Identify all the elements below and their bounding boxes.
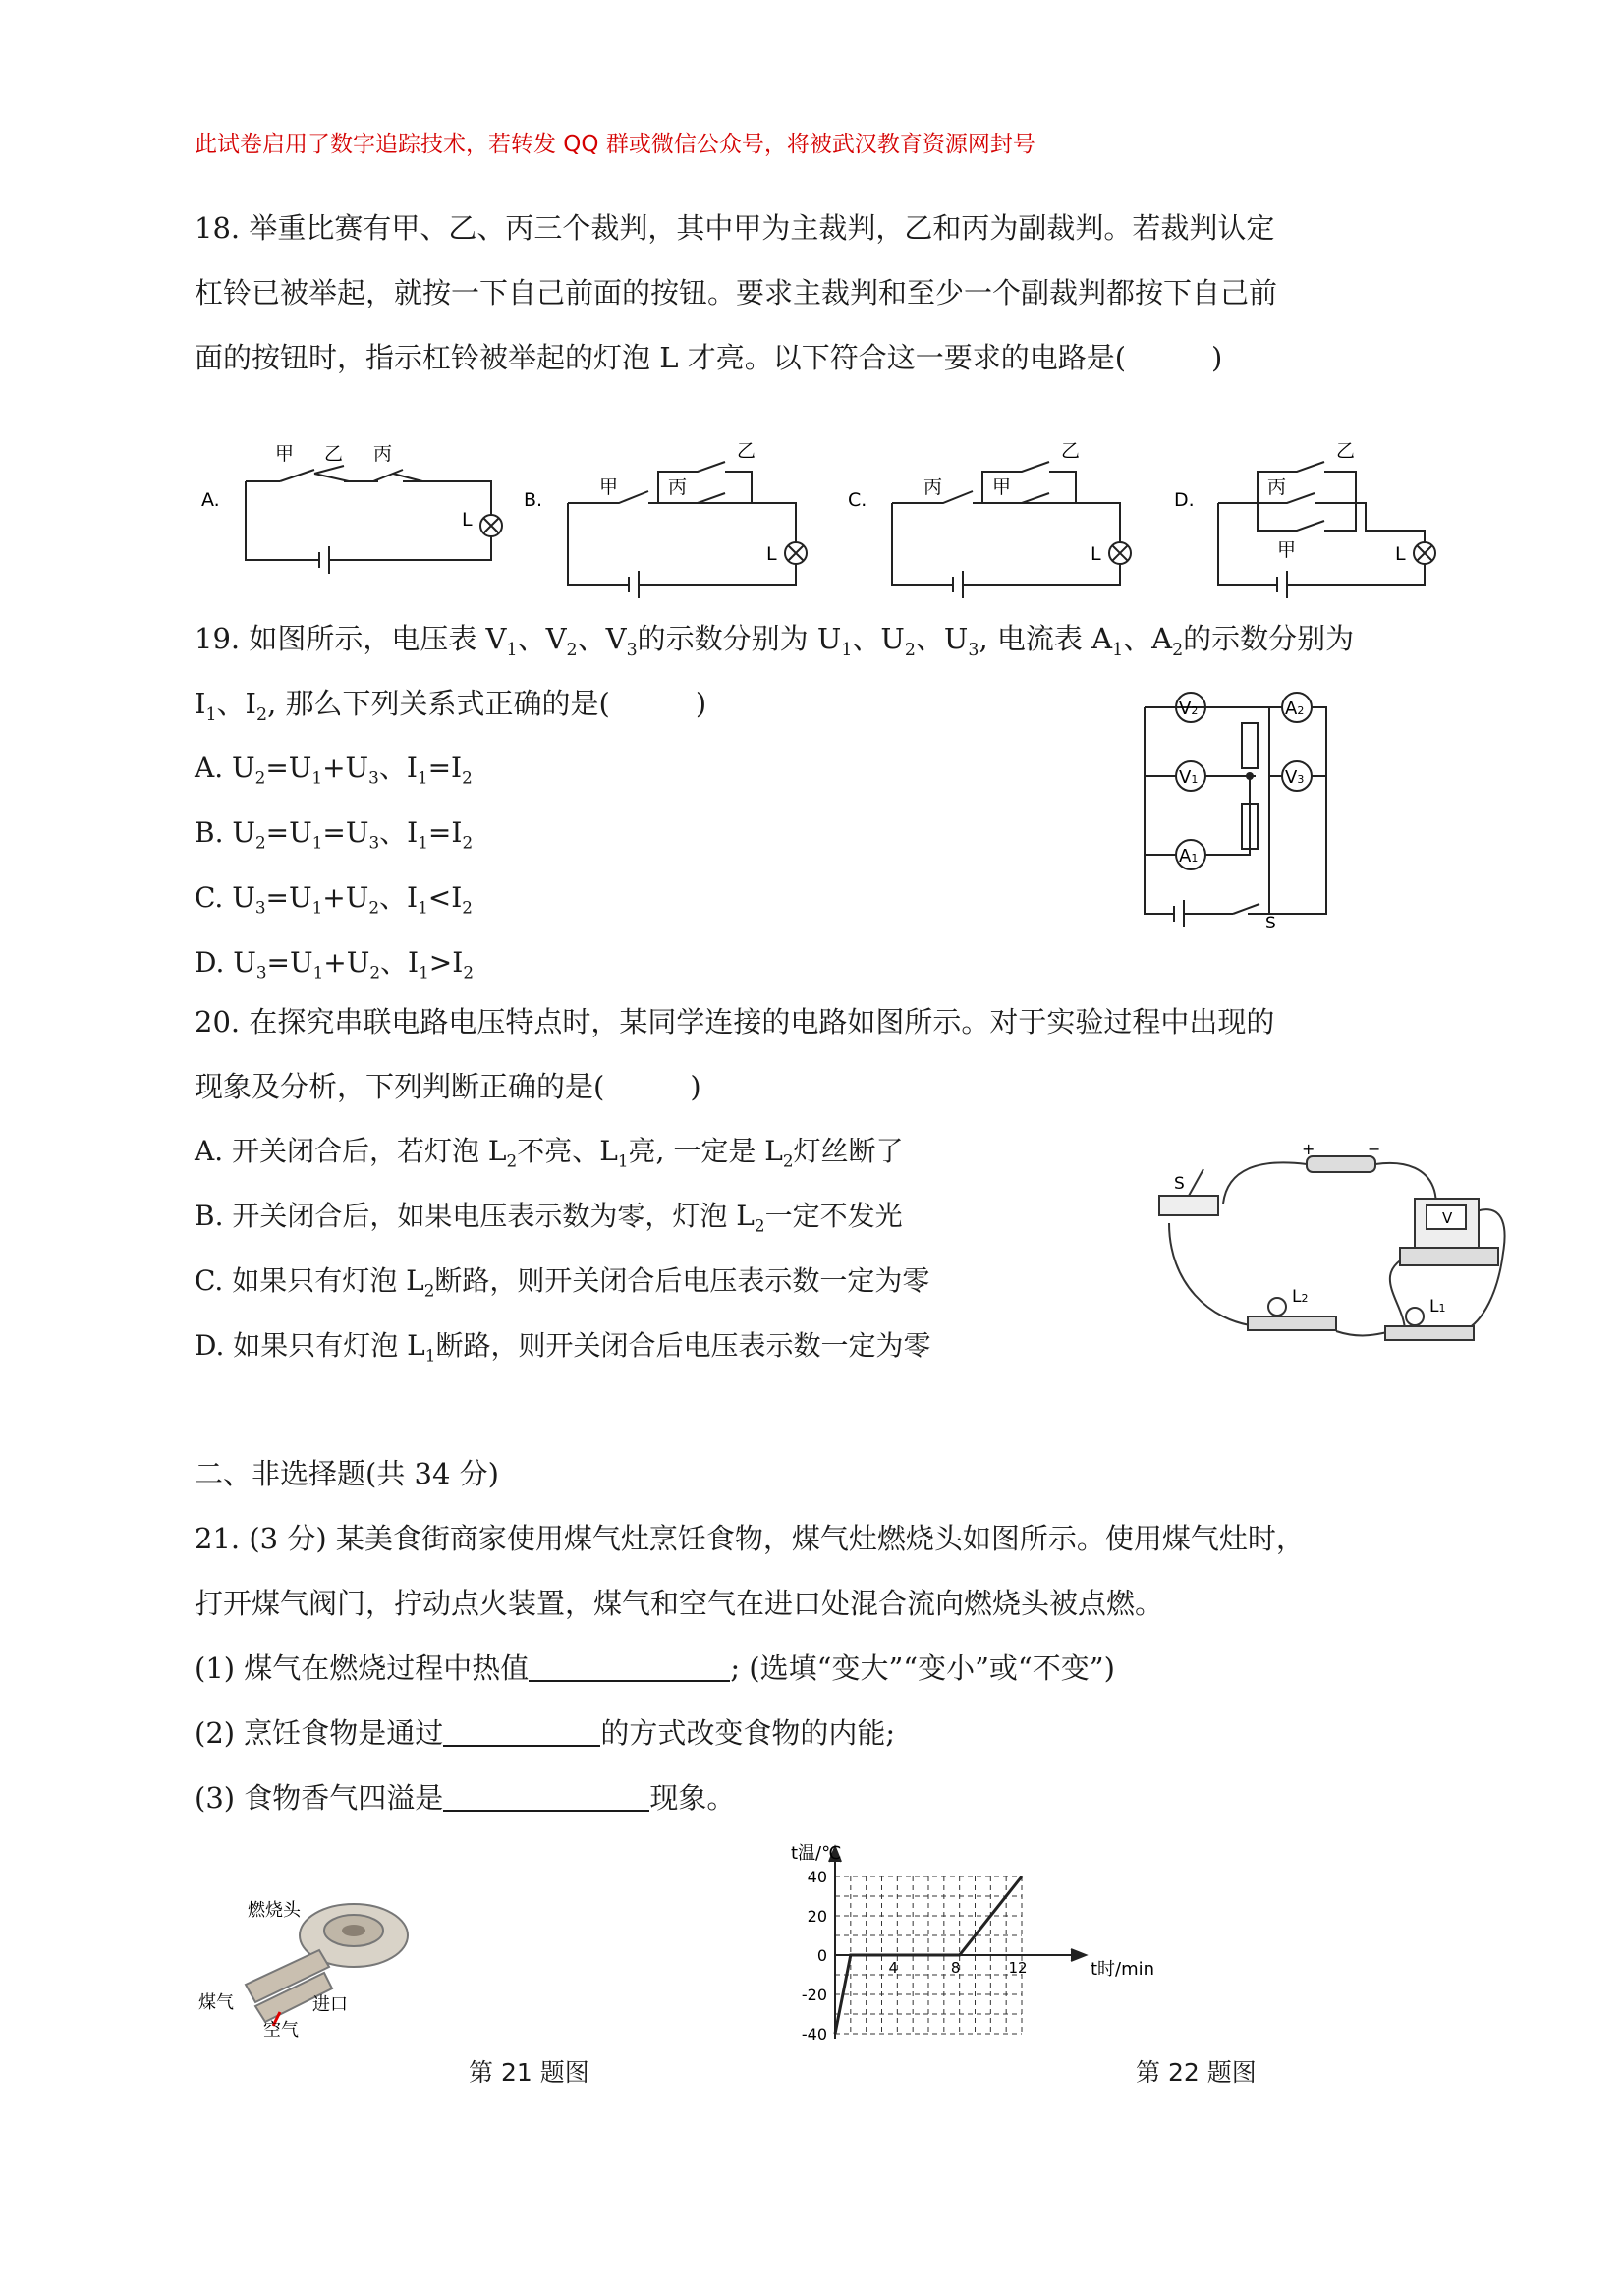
- q18-circuit-options: [187, 422, 1425, 589]
- q19-option-c: C. $U_3=U_1+U_2$、$I_1<I_2$: [195, 881, 473, 918]
- q22-y-axis-label: t温/℃: [791, 1843, 842, 1864]
- q20-switch-label: S: [1174, 1174, 1185, 1194]
- section-2-heading: 二、非选择题(共 34 分): [195, 1457, 499, 1490]
- q18-a-bing: 丙: [373, 443, 393, 465]
- q18-c-lamp: L: [1091, 543, 1101, 565]
- q20-option-d: D. 如果只有灯泡 $L_1$断路，则开关闭合后电压表示数一定为零: [195, 1329, 931, 1366]
- q20-voltmeter-label: V: [1442, 1209, 1453, 1227]
- q18-a-jia: 甲: [275, 443, 295, 465]
- q18-line-1: 18. 举重比赛有甲、乙、丙三个裁判，其中甲为主裁判，乙和丙为副裁判。若裁判认定: [195, 211, 1275, 245]
- q20-line-1: 20. 在探究串联电路电压特点时，某同学连接的电路如图所示。对于实验过程中出现的: [195, 1005, 1275, 1038]
- q20-option-b: B. 开关闭合后，如果电压表示数为零，灯泡 $L_2$一定不发光: [195, 1200, 903, 1236]
- q18-option-a-label: A.: [201, 489, 220, 511]
- q22-x-axis-label: t时/min: [1091, 1959, 1155, 1980]
- q22-caption: 第 22 题图: [1136, 2058, 1257, 2087]
- q18-c-jia: 甲: [992, 476, 1012, 498]
- q19-option-b: B. $U_2=U_1=U_3$、$I_1=I_2$: [195, 816, 474, 853]
- q18-b-yi: 乙: [737, 440, 756, 462]
- q21-answer-blank-1[interactable]: [529, 1651, 730, 1682]
- q18-b-bing: 丙: [668, 476, 688, 498]
- q22-y-tick-label: -20: [801, 1986, 827, 2004]
- q19-v1-label: V1: [1179, 767, 1199, 788]
- q19-line-1: 19. 如图所示，电压表 $V_1$、$V_2$、$V_3$的示数分别为 $U_1$、$U_2$、$U_3$, 电流表 $A_1$、$A_2$的示数分别为: [195, 622, 1355, 660]
- q22-x-arrow: [1071, 1949, 1086, 1961]
- q18-line-2: 杠铃已被举起，就按一下自己前面的按钮。要求主裁判和至少一个副裁判都按下自己前: [195, 276, 1278, 309]
- q19-option-a: A. $U_2=U_1+U_3$、$I_1=I_2$: [195, 752, 473, 788]
- q21-subq-2: (2) 烹饪食物是通过 的方式改变食物的内能;: [195, 1716, 896, 1750]
- q20-minus: −: [1368, 1140, 1381, 1158]
- q20-line-2: 现象及分析，下列判断正确的是( ): [195, 1070, 701, 1103]
- q18-b-lamp: L: [766, 543, 777, 565]
- q18-a-lamp: L: [462, 509, 473, 531]
- q22-y-tick-label: 0: [816, 1946, 827, 1965]
- q18-line-3: 面的按钮时，指示杠铃被举起的灯泡 L 才亮。以下符合这一要求的电路是( ): [195, 341, 1223, 374]
- q18-d-yi: 乙: [1336, 440, 1356, 462]
- q22-x-tick-label: 12: [1008, 1959, 1028, 1977]
- q22-x-tick-label: 8: [950, 1959, 961, 1977]
- q21-answer-blank-2[interactable]: [443, 1715, 600, 1747]
- q21-subq-1: (1) 煤气在燃烧过程中热值 ; (选填“变大”“变小”或“不变”): [195, 1652, 1115, 1685]
- q18-option-b-label: B.: [524, 489, 543, 511]
- q22-x-tick-label: 4: [888, 1959, 899, 1977]
- q21-gas-label: 煤气: [198, 1992, 234, 2013]
- q21-air-label: 空气: [263, 2020, 299, 2041]
- q18-b-jia: 甲: [599, 476, 619, 498]
- q21-caption: 第 21 题图: [469, 2058, 589, 2087]
- q20-option-a: A. 开关闭合后，若灯泡 $L_2$不亮、$L_1$亮, 一定是 $L_2$灯丝断了: [195, 1135, 904, 1171]
- q21-line-1: 21. (3 分) 某美食街商家使用煤气灶烹饪食物，煤气灶燃烧头如图所示。使用煤气灶时，: [195, 1522, 1305, 1555]
- q18-d-jia: 甲: [1277, 539, 1297, 561]
- q22-y-tick-label: 20: [807, 1907, 827, 1926]
- q19-a1-label: A1: [1179, 846, 1199, 867]
- q20-circuit-photo: [1149, 1135, 1523, 1361]
- watermark-notice: 此试卷启用了数字追踪技术，若转发 QQ 群或微信公众号，将被武汉教育资源网封号: [195, 132, 1035, 157]
- q21-inlet-label: 进口: [312, 1994, 348, 2015]
- q20-l2-label: L2: [1292, 1287, 1309, 1307]
- q19-switch-label: S: [1265, 914, 1276, 933]
- q21-burner-label: 燃烧头: [248, 1900, 301, 1921]
- q19-line-2: $I_1$、$I_2$, 那么下列关系式正确的是( ): [195, 687, 707, 725]
- q22-temperature-chart: [756, 1837, 1155, 2063]
- q18-option-c-label: C.: [848, 489, 867, 511]
- q18-c-yi: 乙: [1061, 440, 1081, 462]
- q22-y-tick-label: -40: [801, 2025, 827, 2044]
- q21-answer-blank-3[interactable]: [443, 1780, 649, 1812]
- q20-option-c: C. 如果只有灯泡 $L_2$断路，则开关闭合后电压表示数一定为零: [195, 1264, 930, 1301]
- q19-v2-label: V2: [1179, 699, 1199, 719]
- q20-plus: +: [1302, 1140, 1315, 1158]
- q20-l1-label: L1: [1429, 1297, 1446, 1316]
- q19-circuit-figure: [1140, 688, 1336, 933]
- q19-option-d: D. $U_3=U_1+U_2$、$I_1>I_2$: [195, 946, 475, 982]
- q21-line-2: 打开煤气阀门，拧动点火装置，煤气和空气在进口处混合流向燃烧头被点燃。: [195, 1587, 1164, 1620]
- q18-d-lamp: L: [1395, 543, 1406, 565]
- q22-y-tick-label: 40: [807, 1868, 827, 1886]
- q18-option-d-label: D.: [1174, 489, 1195, 511]
- q19-a2-label: A2: [1285, 699, 1305, 719]
- q21-burner-figure: [196, 1886, 432, 2053]
- q19-v3-label: V3: [1285, 767, 1305, 788]
- q18-a-yi: 乙: [324, 443, 344, 465]
- q18-c-bing: 丙: [923, 476, 943, 498]
- q18-d-bing: 丙: [1267, 476, 1287, 498]
- q21-subq-3: (3) 食物香气四溢是 现象。: [195, 1781, 736, 1815]
